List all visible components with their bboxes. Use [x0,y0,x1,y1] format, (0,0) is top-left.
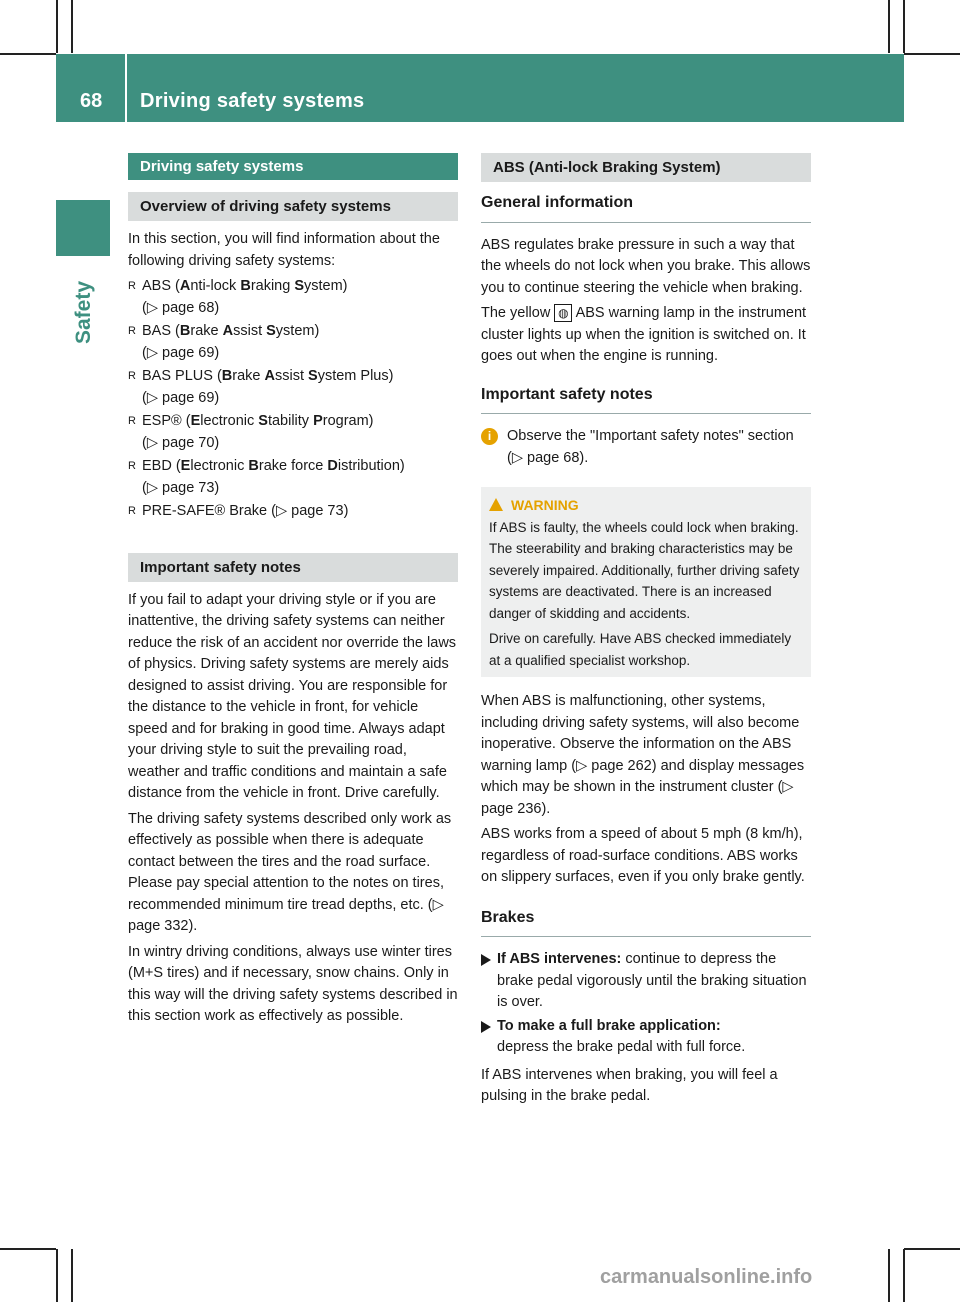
overview-item: R PRE-SAFE® Brake (▷ page 73) [128,501,458,523]
important-heading: Important safety notes [128,553,458,582]
crop-mark [888,0,890,53]
crop-mark [903,1249,905,1302]
header-divider [125,54,127,122]
crop-mark [904,53,960,55]
warning-text: Drive on carefully. Have ABS checked immediately at a qualified specialist workshop. [489,631,792,668]
bullet-icon: R [128,415,136,427]
page-reference: (▷ page 73) [271,503,349,519]
brakes-paragraph: If ABS intervenes when braking, you will feel a pulsing in the brake pedal. [481,1066,778,1104]
info-icon: i [481,428,498,445]
overview-list [128,276,458,523]
abs-section-band: ABS (Anti-lock Braking System) [481,153,811,182]
page-title: Driving safety systems [140,90,365,112]
general-paragraph: ABS regulates brake pressure in such a way that the wheels do not lock when you brake. This allows you to continue steering the vehicle when braking. [481,236,811,296]
crop-mark [56,1249,58,1302]
page-reference: (▷ page 69) [142,389,220,406]
page-reference: (▷ page 73) [142,479,220,496]
step-item: If ABS intervenes: continue to depress the brake pedal vigorously until the braking situation is over. [481,949,811,1014]
crop-mark [0,1248,56,1250]
bullet-icon: R [128,505,136,517]
important-paragraph: In wintry driving conditions, always use winter tires (M+S tires) and if necessary, snow chains. Only in this way will the driving safety systems described in this section work as effectively as possible. [128,943,458,1024]
overview-item: R BAS (Brake Assist System) (▷ page 69) [128,323,320,361]
crop-mark [56,0,58,53]
abs-paragraph: When ABS is malfunctioning, other systems, including driving safety systems, will also become inoperative. Observe the information on the ABS warning lamp (▷ page 262) and display messages which may be shown in the instrument cluster (▷ page 236). [481,693,805,817]
abs-warning-lamp-icon: ◍ [554,304,572,322]
brakes-heading: Brakes [481,907,811,938]
overview-item: R BAS PLUS (Brake Assist System Plus) (▷ page 69) [128,368,394,406]
overview-item: R EBD (Electronic Brake force Distribution) (▷ page 73) [128,458,405,496]
step-arrow-icon [481,1021,491,1033]
side-tab-label: Safety [72,280,95,344]
step-item: To make a full brake application: depress the brake pedal with full force. [481,1016,811,1059]
warning-text: If ABS is faulty, the wheels could lock when braking. The steerability and braking characteristics may be severely impaired. Additionally, further driving safety systems are deactivated. There is an increased danger of skidding and accidents. [489,519,800,621]
crop-mark [0,53,56,55]
left-column [128,153,458,1032]
warning-box [481,487,811,677]
side-tab [56,200,110,256]
crop-mark [888,1249,890,1302]
important-paragraph: The driving safety systems described only work as effectively as possible when there is adequate contact between the tires and the road surface. Please pay special attention to the notes on tires, recommended minimum tire tread depths, etc. (▷ page 332). [128,810,452,934]
general-info-heading: General information [481,192,811,223]
overview-item: R ESP® (Electronic Stability Program) (▷ page 70) [128,413,374,451]
page-reference: (▷ page 68) [142,299,220,316]
page-reference: (▷ page 70) [142,434,220,451]
overview-intro: In this section, you will find information about the following driving safety systems: [128,231,440,269]
abs-paragraph: ABS works from a speed of about 5 mph (8 km/h), regardless of road-surface conditions. ABS works on slippery surfaces, even if you only brake gently. [481,826,805,885]
watermark: carmanualsonline.info [600,1266,813,1288]
crop-mark [71,1249,73,1302]
crop-mark [71,0,73,53]
page-number: 68 [80,90,103,112]
info-note: i Observe the "Important safety notes" section (▷ page 68). [481,426,811,469]
step-arrow-icon [481,954,491,966]
section-band: Driving safety systems [128,153,458,180]
brake-steps [481,949,811,1059]
overview-heading: Overview of driving safety systems [128,192,458,221]
side-tab-label-wrap [66,258,106,348]
crop-mark [903,0,905,53]
bullet-icon: R [128,325,136,337]
abs-important-heading: Important safety notes [481,384,811,415]
lamp-paragraph: The yellow ◍ ABS warning lamp in the instrument cluster lights up when the ignition is switched on. It goes out when the engine is running. [481,305,807,364]
overview-item: R ABS (Anti-lock Braking System) (▷ page 68) [128,278,348,316]
important-paragraph: If you fail to adapt your driving style or if you are inattentive, the driving safety systems can neither reduce the risk of an accident nor override the laws of physics. Driving safety systems are merely aids designed to assist driving. You are responsible for the distance to the vehicle in front, for vehicle speed and for braking in good time. Always adapt your driving style to suit the prevailing road, weather and traffic conditions and maintain a safe distance from the vehicle in front. Drive carefully. [128,591,457,801]
bullet-icon: R [128,370,136,382]
page-reference: (▷ page 69) [142,344,220,361]
warning-title: WARNING [489,495,803,517]
warning-triangle-icon [489,498,503,511]
right-column [481,153,811,1112]
bullet-icon: R [128,280,136,292]
bullet-icon: R [128,460,136,472]
crop-mark [904,1248,960,1250]
